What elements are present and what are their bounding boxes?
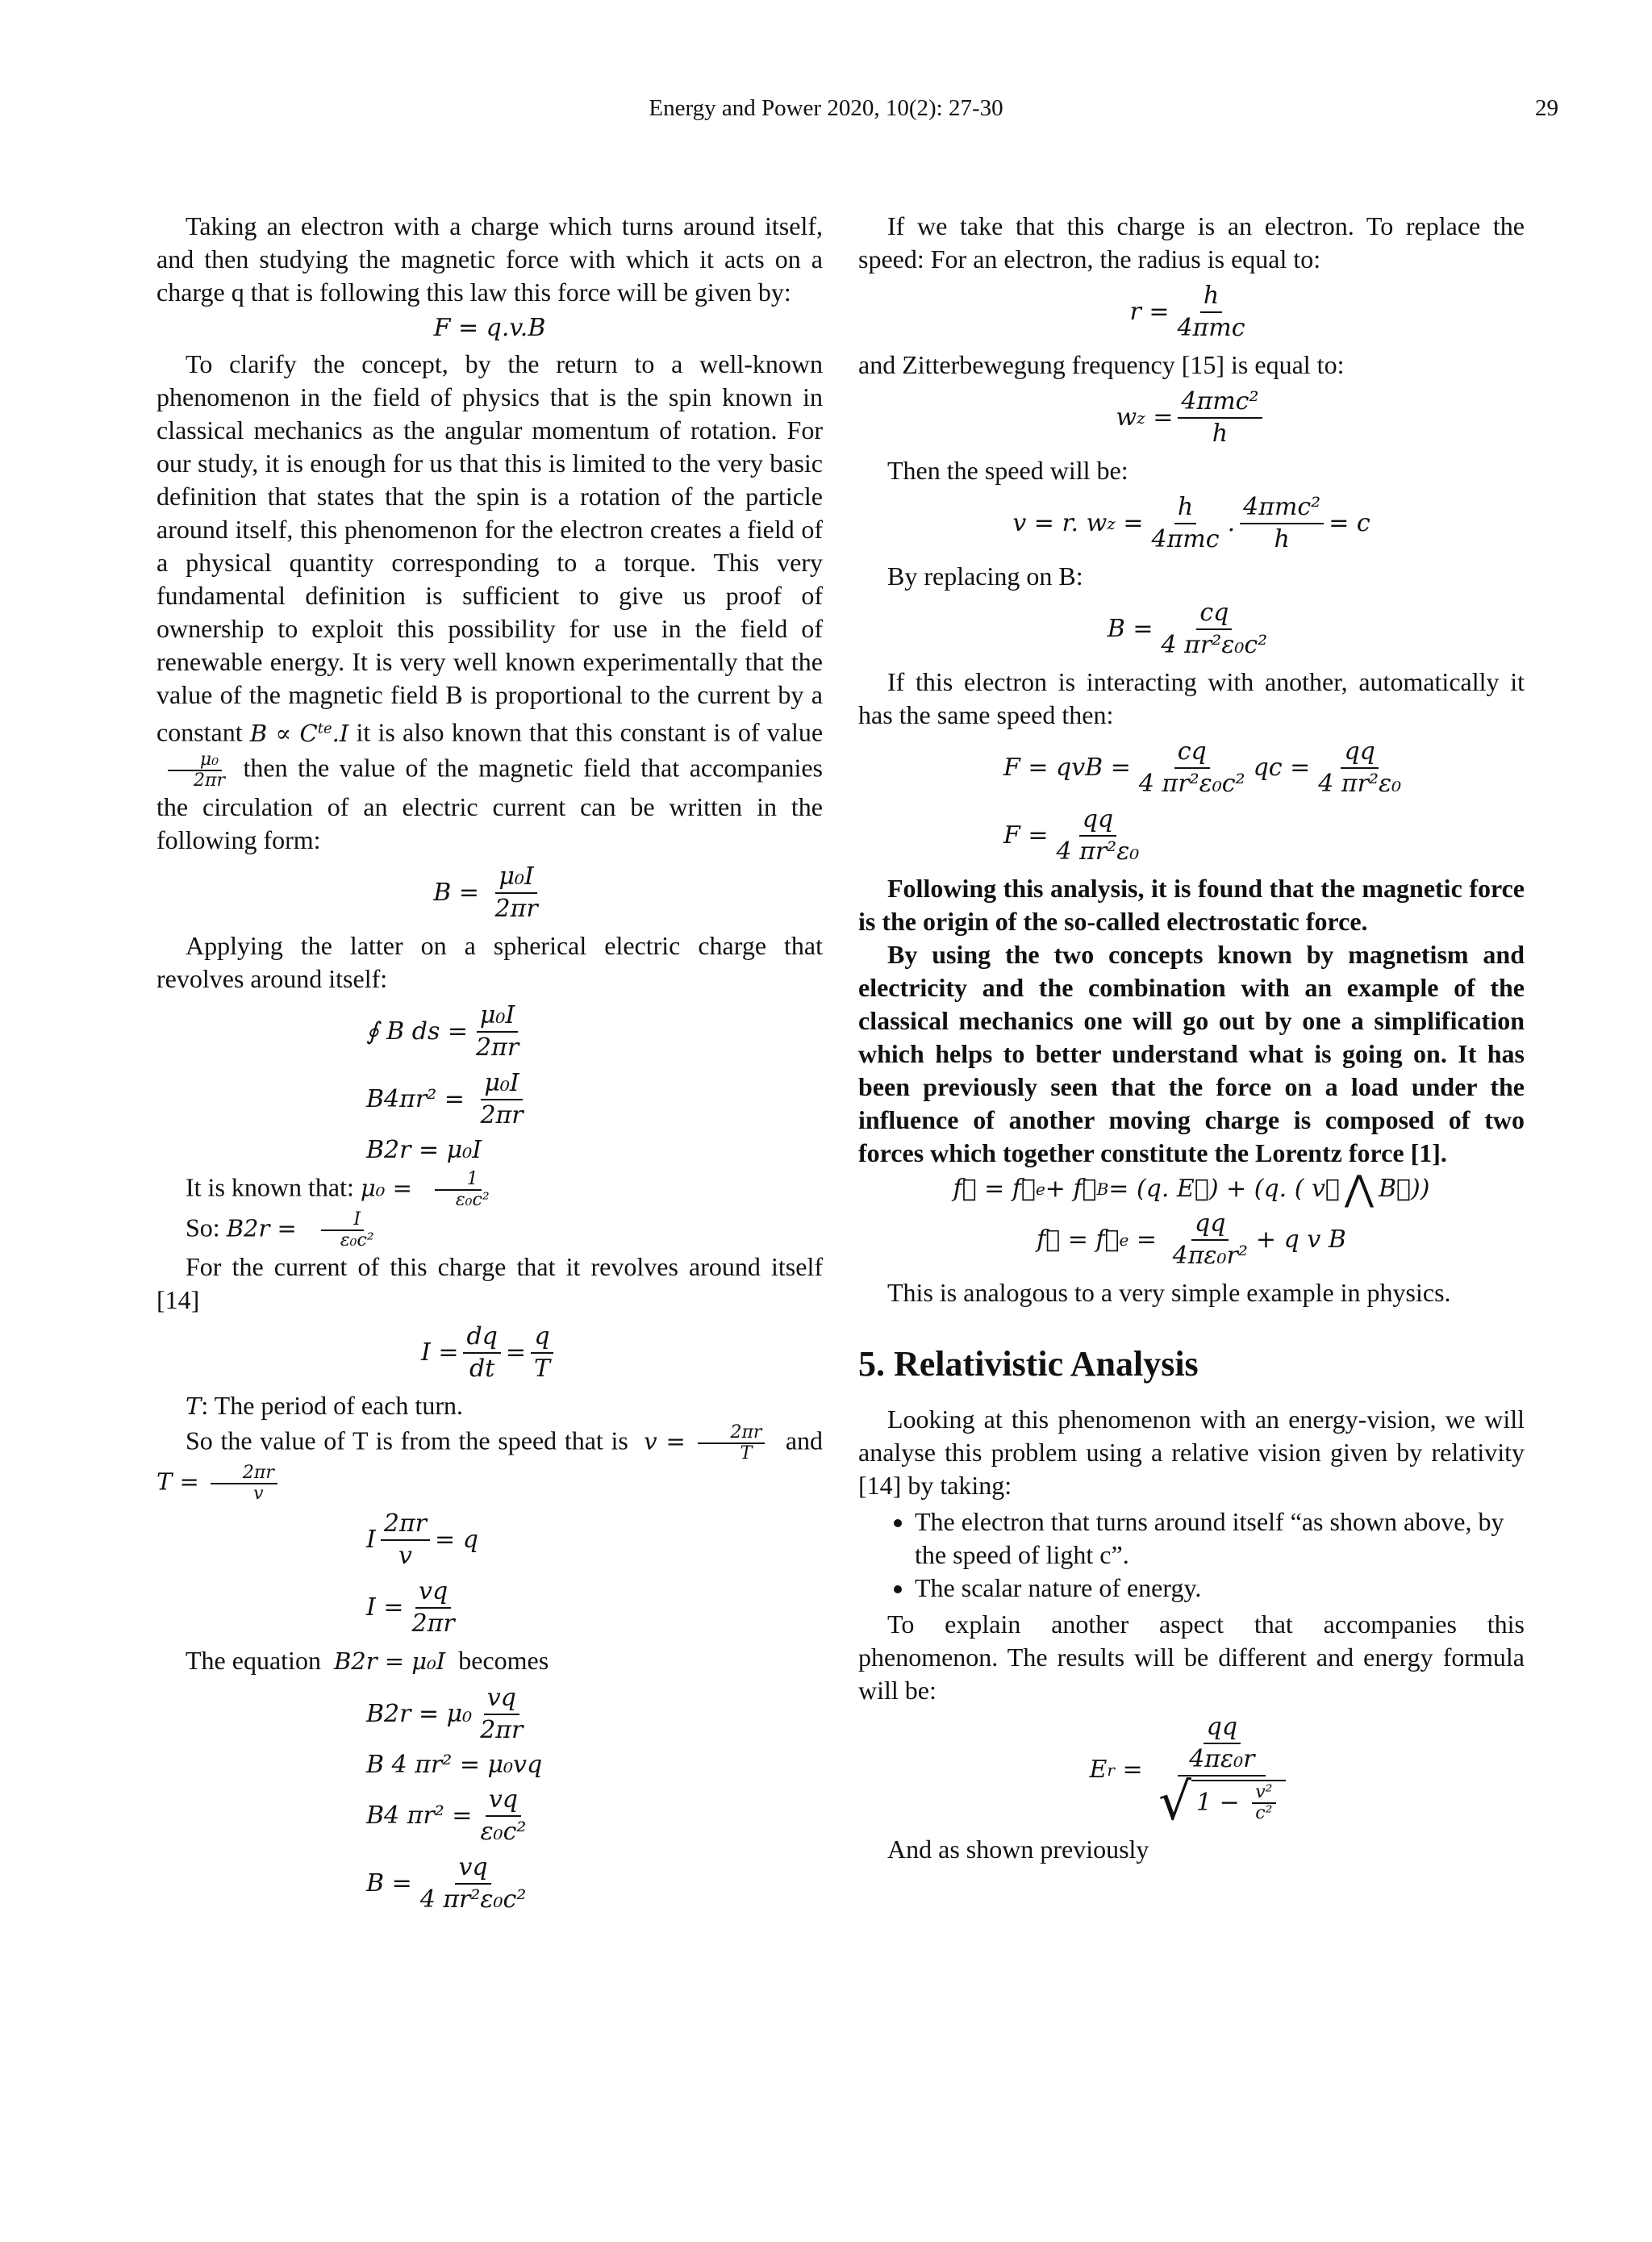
inline-fraction: $\frac{\text{μ₀}}{2\pi r}$ — [161, 750, 228, 791]
page-number: 29 — [1535, 95, 1558, 121]
paragraph: To explain another aspect that accompanies this phenomenon. The results will be different and energy formula will be: — [858, 1609, 1525, 1705]
paragraph: So: B2r = $\frac{I}{\text{ε₀c²}}$ — [186, 1209, 374, 1250]
paragraph: If this electron is interacting with another, automatically it has the same speed then: — [858, 667, 1525, 729]
equation: B2r = μ₀I — [366, 1135, 482, 1164]
paragraph: It is known that: μ₀ = $\frac{1}{\text{ε₀c²}}$ — [186, 1168, 490, 1210]
equation: B = $\frac{cq}{\text{4 πr²ε₀c²}}$ — [1107, 599, 1268, 659]
paragraph: By replacing on B: — [887, 562, 1083, 591]
paragraph: For the current of this charge that it revolves around itself [14] — [156, 1251, 823, 1314]
equation: f⃗ = f⃗ e = $\frac{qq}{\text{4πε₀r²}}$ + q v B — [1037, 1209, 1346, 1270]
paragraph: So the value of T is from the speed that is v = $\frac{2\pi r}{T}$ and T = $\frac{2\pi r}{v}$ — [156, 1422, 824, 1504]
running-header — [0, 95, 1652, 127]
equation: I = $\frac{vq}{2\pi r}$ — [366, 1576, 455, 1638]
equation: I = $\frac{dq}{dt}$ = $\frac{q}{T}$ — [156, 1321, 823, 1384]
paragraph: To clarify the concept, by the return to a well-known phenomenon in the field of physics that is the spin known in classical mechanics as the angular momentum of rotation. For our study, it is enough for us that this is limited to the very basic definition that states that the spin is a rotation of the particle around itself, this phenomenon for the electron creates a field of a physical quantity corresponding to a torque. This very fundamental definition is sufficient to give us proof of ownership to exploit this possibility for use in the field of renewable energy. It is very well known experimentally that the value of the magnetic field B is proportional to the current by a constant $B \propto C^{te}.I$ it is also known that this constant is of value $\frac{\text{μ₀}}{2\pi r}$ then the value of the magnetic field that accompanies the circulation of an electric current can be written in the following form: — [156, 349, 824, 854]
equation: f⃗ = f⃗ e + f⃗ B = (q. E⃗) + (q. ( v⃗ ⋀ B⃗)) — [953, 1168, 1430, 1209]
equation: F = $\frac{qq}{\text{4 πr²ε₀}}$ — [1003, 805, 1140, 866]
equation: B4 πr² = $\frac{vq}{\text{ε₀c²}}$ — [366, 1785, 527, 1846]
inline-math: $B \propto C^{te}.I$ — [249, 719, 349, 747]
bold-paragraph: Following this analysis, it is found that the magnetic force is the origin of the so-called electrostatic force. — [858, 874, 1525, 936]
section-heading: 5. Relativistic Analysis — [858, 1344, 1199, 1384]
equation: I $\frac{2\pi r}{v}$ = q — [366, 1509, 478, 1570]
equation: B = $\frac{\text{μ₀I}}{2\pi r}$ — [433, 862, 538, 923]
bullet-list — [858, 1505, 1525, 1605]
list-item: • The scalar nature of energy. — [915, 1572, 1525, 1605]
bold-paragraph: By using the two concepts known by magnetism and electricity and the combination with an example of the classical mechanics one will go out by one a simplification which helps to better understand what is going on. It has been previously seen that the force on a load under the influence of another moving charge is composed of two forces which together constitute the Lorentz force [1]. — [858, 940, 1525, 1167]
paragraph: The equation B2r = μ₀I becomes — [186, 1645, 549, 1675]
equation: B 4 πr² = μ₀vq — [366, 1750, 543, 1779]
equation: F = qvB = $\frac{cq}{\text{4 πr²ε₀c²}}$ qc = $\frac{qq}{\text{4 πr²ε₀}}$ — [1003, 737, 1402, 798]
equation: F = q.v.B — [433, 314, 546, 342]
equation: E r = $\frac{qq}{\text{4πε₀r}}$ √ 1 − $\frac{\text{v²}}{\text{c²}}$ — [858, 1712, 1525, 1828]
paragraph: This is analogous to a very simple example in physics. — [887, 1278, 1451, 1307]
equation: B = $\frac{vq}{\text{4 πr²ε₀c²}}$ — [366, 1852, 527, 1914]
equation: w z = $\frac{\text{4πmc²}}{h}$ — [858, 386, 1525, 449]
equation: B4πr² = $\frac{\text{μ₀I}}{2\pi r}$ — [366, 1068, 524, 1129]
equation: v = r. w z = $\frac{h}{\text{4πmc}}$ . $\frac{\text{4πmc²}}{h}$ = c — [1012, 493, 1370, 553]
paragraph: Then the speed will be: — [887, 456, 1128, 485]
paragraph: Taking an electron with a charge which turns around itself, and then studying the magnetic force with which it acts on a charge q that is following this law this force will be given by: — [156, 211, 823, 307]
equation: r = $\frac{h}{\text{4πmc}}$ — [1129, 282, 1245, 342]
paragraph: Applying the latter on a spherical electric charge that revolves around itself: — [156, 930, 823, 993]
equation: B2r = μ₀ $\frac{vq}{2\pi r}$ — [366, 1683, 524, 1744]
paragraph: Looking at this phenomenon with an energy-vision, we will analyse this problem using a relative vision given by relativity [14] by taking: — [858, 1405, 1525, 1500]
list-item: • The electron that turns around itself “as shown above, by the speed of light c”. — [915, 1505, 1525, 1572]
paragraph: T: The period of each turn. — [186, 1390, 463, 1420]
equation: ∮ B ds = $\frac{\text{μ₀I}}{2\pi r}$ — [366, 1000, 519, 1062]
paragraph: And as shown previously — [887, 1835, 1149, 1864]
journal-citation: Energy and Power 2020, 10(2): 27-30 — [649, 95, 1003, 121]
right-column — [858, 210, 1525, 1866]
paragraph: and Zitterbewegung frequency [15] is equal to: — [858, 350, 1345, 379]
left-column — [156, 210, 823, 1920]
paragraph: If we take that this charge is an electron. To replace the speed: For an electron, the radius is equal to: — [858, 211, 1525, 273]
